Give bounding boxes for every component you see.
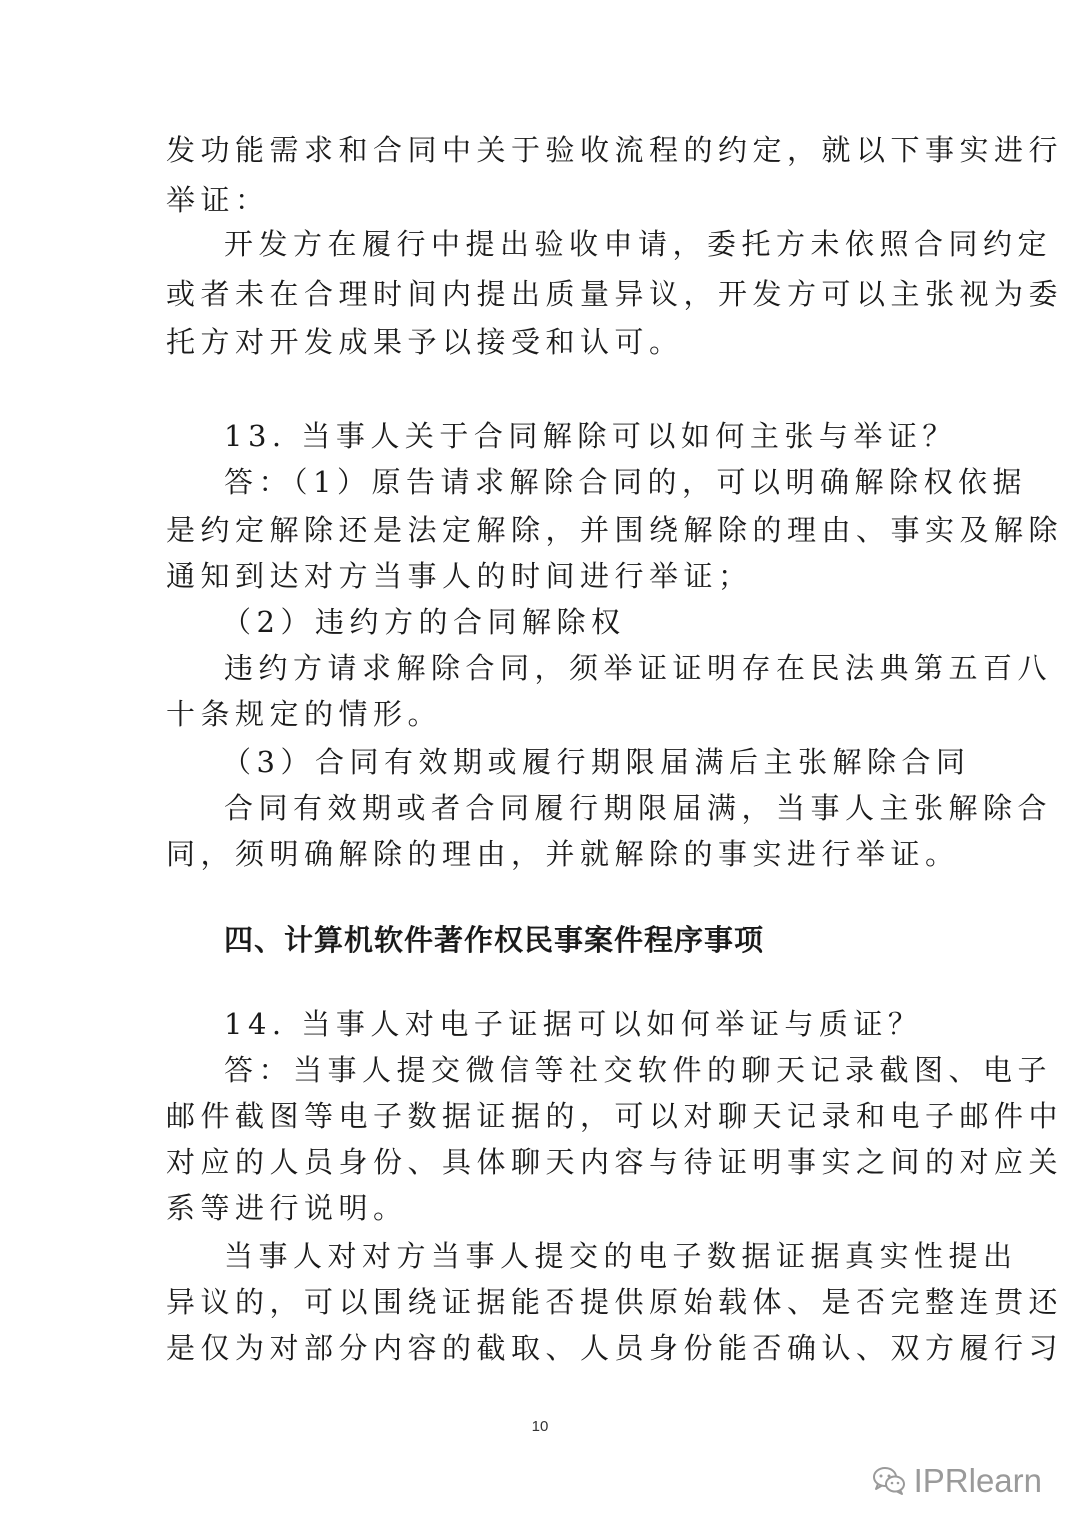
- text-line: 托方对开发成果予以接受和认可。: [166, 325, 684, 359]
- text-line: 或者未在合理时间内提出质量异议，开发方可以主张视为委: [166, 277, 1064, 311]
- watermark-text: IPRlearn: [913, 1462, 1042, 1499]
- text-line: （2）违约方的合同解除权: [222, 605, 626, 639]
- text-line: 违约方请求解除合同，须举证证明存在民法典第五百八: [224, 651, 1053, 685]
- text-line: 答：当事人提交微信等社交软件的聊天记录截图、电子: [224, 1053, 1053, 1087]
- page-number: 10: [531, 1418, 549, 1435]
- wechat-icon: [872, 1466, 906, 1496]
- text-line: 举证：: [166, 183, 270, 217]
- text-line: 系等进行说明。: [166, 1191, 408, 1225]
- text-line: 是约定解除还是法定解除，并围绕解除的理由、事实及解除: [166, 513, 1064, 547]
- question-heading: 13. 当事人关于合同解除可以如何主张与举证？: [224, 419, 957, 453]
- text-line: 同，须明确解除的理由，并就解除的事实进行举证。: [166, 837, 960, 871]
- text-line: 答：（1）原告请求解除合同的，可以明确解除权依据: [224, 465, 1027, 499]
- text-line: 是仅为对部分内容的截取、人员身份能否确认、双方履行习: [166, 1331, 1064, 1365]
- text-line: 当事人对对方当事人提交的电子数据证据真实性提出: [224, 1239, 1018, 1273]
- question-heading: 14. 当事人对电子证据可以如何举证与质证？: [224, 1007, 923, 1041]
- text-line: 发功能需求和合同中关于验收流程的约定，就以下事实进行: [166, 133, 1064, 167]
- text-line: 异议的，可以围绕证据能否提供原始载体、是否完整连贯还: [166, 1285, 1064, 1319]
- text-line: 合同有效期或者合同履行期限届满，当事人主张解除合: [224, 791, 1053, 825]
- text-line: 开发方在履行中提出验收申请，委托方未依照合同约定: [224, 227, 1053, 261]
- text-line: 十条规定的情形。: [166, 697, 443, 731]
- section-heading: 四、计算机软件著作权民事案件程序事项: [224, 923, 765, 957]
- text-line: 对应的人员身份、具体聊天内容与待证明事实之间的对应关: [166, 1145, 1064, 1179]
- text-line: （3）合同有效期或履行期限届满后主张解除合同: [222, 745, 971, 779]
- text-line: 邮件截图等电子数据证据的，可以对聊天记录和电子邮件中: [166, 1099, 1064, 1133]
- text-line: 通知到达对方当事人的时间进行举证；: [166, 559, 753, 593]
- watermark: [872, 1462, 1042, 1500]
